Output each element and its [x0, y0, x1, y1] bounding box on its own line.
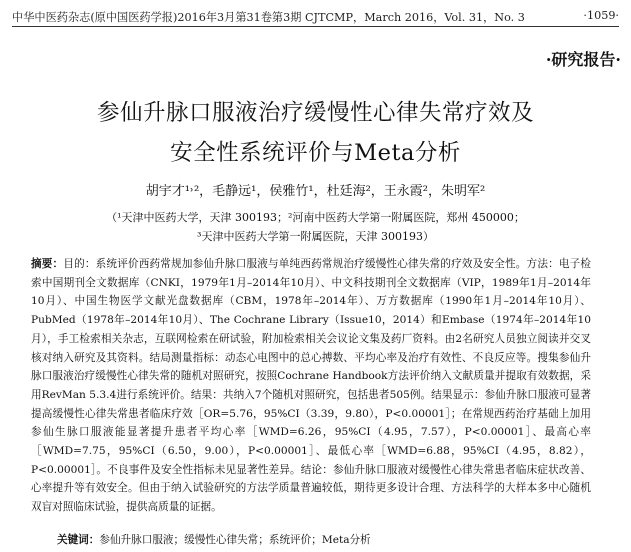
keywords-label: 关键词：: [57, 534, 100, 546]
abstract-text: 目的：系统评价西药常规加参仙升脉口服液与单纯西药常规治疗缓慢性心律失常的疗效及安全性。方法：电子检索中国期刊全文数据库（CNKI，1979年1月–2014年10月）、中文科技期刊全文数据库（VIP，1989年1月–2014年10月）、中国生物医学文献光盘数据库（CBM，1978年–2014年）、万方数据库（1990年1月–2014年10月）、PubMed（1978年–2014年10月）、The Cochrane Library（Issue10，2014）和Embase（1974年–2014年10月），手工检索相关杂志，互联网检索在研试验，附加检索相关会议论文集及药厂资料。由2名研究人员独立阅读并交叉核对纳入研究及其资料。结局测量指标：动态心电图中的总心搏数、平均心率及治疗有效性、不良反应等。搜集参仙升脉口服液治疗缓慢性心律失常的随机对照研究，按照Cochrane Handbook方法评价纳入文献质量并提取有效数据，采用RevMan 5.3.4进行系统评价。结果：共纳入7个随机对照研究，包括患者505例。结果显示：参仙升脉口服液可显著提高缓慢性心律失常患者临床疗效［OR=5.76，95%CI（3.39，9.80），P<0.00001］；在常规西药治疗基础上加用参仙生脉口服液能显著提升患者平均心率［WMD=6.26，95%CI（4.95，7.57），P<0.00001］、最高心率［WMD=7.75，95%CI（6.50，9.00），P<0.00001］、最低心率［WMD=6.88，95%CI（4.95，8.82），P<0.00001］。不良事件及安全性指标未见显著性差异。结论：参仙升脉口服液对缓慢性心律失常患者临床症状改善、心率提升等有效安全。但由于纳入试验研究的方法学质量普遍较低，期待更多设计合理、方法科学的大样本多中心随机双盲对照临床试验，提供高质量的证据。: [31, 258, 592, 514]
abstract: [31, 255, 591, 517]
affiliation-line-1: （¹天津中医药大学，天津 300193；²河南中医药大学第一附属医院，郑州 450000；: [106, 211, 525, 224]
page-number: ·1059·: [583, 9, 619, 22]
article-title-line-2: 安全性系统评价与Meta分析: [170, 140, 461, 166]
running-header: [12, 8, 619, 26]
article-title-line-1: 参仙升脉口服液治疗缓慢性心律失常疗效及: [96, 100, 534, 126]
author-list: 胡宇才¹˒²，毛静远¹，侯雅竹¹，杜廷海²，王永霞²，朱明军²: [145, 184, 486, 199]
keywords: [57, 532, 617, 547]
affiliation-line-2: ³天津中医药大学第一附属医院，天津 300193）: [197, 230, 434, 243]
section-label: ·研究报告·: [545, 50, 621, 69]
header-rule: [12, 26, 619, 27]
abstract-label: 摘要：: [31, 258, 64, 270]
journal-citation: 中华中医药杂志(原中国医药学报)2016年3月第31卷第3期 CJTCMP，March 2016，Vol. 31，No. 3: [12, 11, 525, 24]
keywords-text: 参仙升脉口服液；缓慢性心律失常；系统评价；Meta分析: [99, 534, 371, 546]
